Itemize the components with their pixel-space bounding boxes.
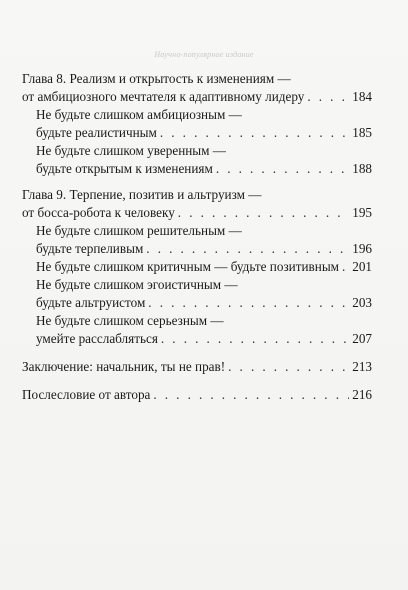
toc-entry-chapter-9-line-1: Глава 9. Терпение, позитив и альтруизм — (22, 187, 262, 202)
toc-entry-title: от босса-робота к человеку (22, 205, 175, 220)
page-header-faint: Научно-популярное издание (154, 50, 254, 59)
toc-entry-section-line-2[interactable] (36, 240, 372, 258)
toc-page-number: 184 (352, 89, 372, 104)
toc-entry-title: от амбициозного мечтателя к адаптивному лидеру (22, 89, 305, 104)
toc-entry-title: будьте терпеливым (36, 241, 144, 256)
dot-leader (307, 88, 349, 106)
toc-page-number: 216 (352, 387, 372, 402)
dot-leader (146, 240, 349, 258)
toc-entry-section-line-2[interactable] (36, 124, 372, 142)
toc-entry-chapter-8-line-1: Глава 8. Реализм и открытость к изменениям — (22, 71, 291, 86)
dot-leader (153, 386, 349, 404)
toc-entry-section-line-2[interactable] (36, 294, 372, 312)
toc-entry-title: умейте расслабляться (36, 331, 158, 346)
dot-leader (228, 358, 349, 376)
toc-entry-section-line-1: Не будьте слишком решительным — (36, 223, 242, 238)
toc-entry-chapter-9-line-2[interactable] (22, 204, 372, 222)
toc-entry-title: Не будьте слишком критичным — будьте позитивным (36, 259, 340, 274)
toc-entry-section-single[interactable] (36, 258, 372, 276)
toc-entry-section-line-1: Не будьте слишком уверенным — (36, 143, 226, 158)
toc-page-number: 203 (352, 295, 372, 310)
dot-leader (161, 330, 349, 348)
toc-page-number: 196 (352, 241, 372, 256)
dot-leader (178, 204, 349, 222)
toc-entry-title: будьте реалистичным (36, 125, 157, 140)
toc-page-number: 207 (352, 331, 372, 346)
toc-entry-section-line-1: Не будьте слишком амбициозным — (36, 107, 242, 122)
toc-entry-afterword[interactable] (22, 386, 372, 404)
toc-entry-title: Послесловие от автора (22, 387, 151, 402)
toc-entry-section-line-1: Не будьте слишком серьезным — (36, 313, 224, 328)
toc-entry-title: Заключение: начальник, ты не прав! (22, 359, 226, 374)
toc-page-number: 188 (352, 161, 372, 176)
toc-page-number: 201 (352, 259, 372, 274)
toc-entry-section-line-1: Не будьте слишком эгоистичным — (36, 277, 238, 292)
toc-entry-title: будьте альтруистом (36, 295, 146, 310)
toc-entry-title: будьте открытым к изменениям (36, 161, 213, 176)
dot-leader (216, 160, 349, 178)
toc-page-number: 185 (352, 125, 372, 140)
toc-entry-section-line-2[interactable] (36, 330, 372, 348)
toc-entry-chapter-8-line-2[interactable] (22, 88, 372, 106)
toc-entry-section-line-2[interactable] (36, 160, 372, 178)
dot-leader (342, 258, 349, 276)
dot-leader (160, 124, 349, 142)
dot-leader (148, 294, 349, 312)
toc-page-number: 195 (352, 205, 372, 220)
toc-entry-conclusion[interactable] (22, 358, 372, 376)
toc-page-number: 213 (352, 359, 372, 374)
